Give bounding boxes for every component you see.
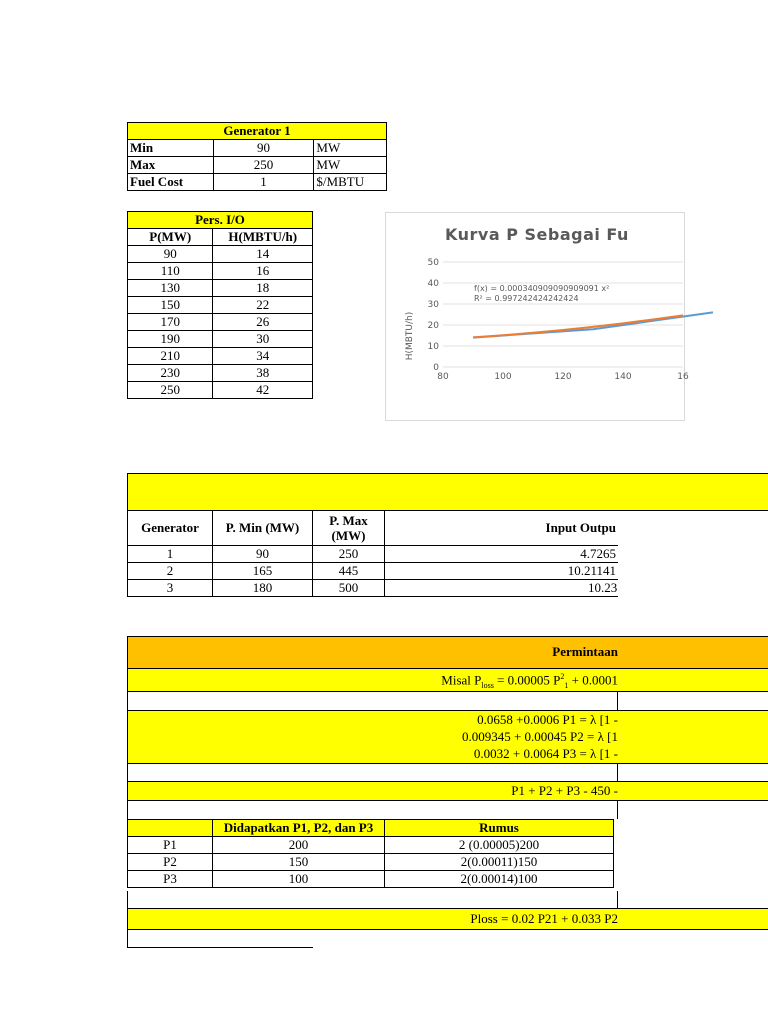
trailing-cell xyxy=(127,930,313,948)
gen1-unit: MW xyxy=(314,140,387,157)
generator-table xyxy=(127,510,618,597)
sum-equation: P1 + P2 + P3 - 450 - xyxy=(511,783,618,798)
chart-y-tick-label: 10 xyxy=(427,342,439,352)
ploss-equation: Ploss = 0.02 P21 + 0.033 P2 xyxy=(470,911,618,926)
gen-table-cell: 10.21141 xyxy=(385,563,619,580)
equation-2: 0.009345 + 0.00045 P2 = λ [1 xyxy=(461,729,618,744)
result-header: Rumus xyxy=(385,820,614,837)
gen-table-header: P. Min (MW) xyxy=(213,511,313,546)
gen-table-cell: 445 xyxy=(313,563,385,580)
pers-io-cell: 22 xyxy=(213,297,313,314)
result-cell: 2(0.00011)150 xyxy=(385,854,614,871)
chart-x-tick-label: 140 xyxy=(614,372,632,382)
chart-y-tick-label: 20 xyxy=(427,321,439,331)
gen1-label: Max xyxy=(128,157,214,174)
chart-x-tick-label: 120 xyxy=(554,372,572,382)
gen-table-cell: 3 xyxy=(128,580,213,597)
result-cell: 2 (0.00005)200 xyxy=(385,837,614,854)
chart-y-tick-label: 30 xyxy=(427,300,439,310)
chart-ylabel: H(MBTU/h) xyxy=(405,311,415,361)
result-cell: 200 xyxy=(213,837,385,854)
result-cell: P3 xyxy=(128,871,213,888)
gen-table-cell: 180 xyxy=(213,580,313,597)
demand-title: Permintaan xyxy=(552,644,618,659)
result-cell: 150 xyxy=(213,854,385,871)
pers-io-cell: 210 xyxy=(128,348,213,365)
demand-header-band xyxy=(127,636,768,668)
result-header: Didapatkan P1, P2, dan P3 xyxy=(213,820,385,837)
pers-io-cell: 26 xyxy=(213,314,313,331)
chart-x-tick-label: 80 xyxy=(437,372,449,382)
pers-io-cell: 150 xyxy=(128,297,213,314)
gen1-value: 90 xyxy=(213,140,314,157)
chart-annotation-fx: f(x) = 0.000340909090909091 x² xyxy=(474,284,610,293)
chart-x-tick-label: 100 xyxy=(494,372,512,382)
gen-table-cell: 10.23 xyxy=(385,580,619,597)
equations-band xyxy=(127,710,768,764)
gen1-unit: $/MBTU xyxy=(314,174,387,191)
blank-row xyxy=(127,764,618,782)
generator1-table xyxy=(127,122,387,191)
result-cell: 100 xyxy=(213,871,385,888)
chart-y-tick-label: 40 xyxy=(427,279,439,289)
pers-io-cell: 30 xyxy=(213,331,313,348)
gen-table-title-band xyxy=(127,473,768,511)
pers-io-cell: 170 xyxy=(128,314,213,331)
result-table xyxy=(127,819,614,888)
gen-table-cell: 4.7265 xyxy=(385,546,619,563)
pers-io-table xyxy=(127,211,313,399)
pers-io-cell: 250 xyxy=(128,382,213,399)
gen-table-header: Input Outpu xyxy=(385,511,619,546)
chart-clip xyxy=(385,212,689,421)
gen1-value: 250 xyxy=(213,157,314,174)
pers-io-cell: 230 xyxy=(128,365,213,382)
chart-y-tick-label: 50 xyxy=(427,258,439,268)
sum-band xyxy=(127,781,768,801)
gen-table-cell: 500 xyxy=(313,580,385,597)
gen1-label: Min xyxy=(128,140,214,157)
gen1-value: 1 xyxy=(213,174,314,191)
gen-table-header: Generator xyxy=(128,511,213,546)
pers-io-cell: 38 xyxy=(213,365,313,382)
gen-table-cell: 250 xyxy=(313,546,385,563)
chart-annotation-r2: R² = 0.997242424242424 xyxy=(474,294,579,303)
pers-io-cell: 110 xyxy=(128,263,213,280)
result-header xyxy=(128,820,213,837)
result-cell: P2 xyxy=(128,854,213,871)
gen-table-cell: 165 xyxy=(213,563,313,580)
pers-io-cell: 130 xyxy=(128,280,213,297)
equation-1: 0.0658 +0.0006 P1 = λ [1 - xyxy=(477,712,618,727)
pers-io-cell: 16 xyxy=(213,263,313,280)
gen-table-cell: 1 xyxy=(128,546,213,563)
misal-text: Misal $P_{loss} = 0.00005$ $P^2_1 + 0.0001$ xyxy=(441,672,618,690)
blank-row xyxy=(127,692,618,710)
misal-band xyxy=(127,668,768,692)
pers-io-header: H(MBTU/h) xyxy=(213,229,313,246)
gen-table-cell: 90 xyxy=(213,546,313,563)
blank-row xyxy=(127,891,618,909)
generator1-title: Generator 1 xyxy=(128,123,387,140)
gen1-unit: MW xyxy=(314,157,387,174)
result-cell: 2(0.00014)100 xyxy=(385,871,614,888)
blank-row xyxy=(127,800,618,819)
gen-table-cell: 2 xyxy=(128,563,213,580)
chart xyxy=(385,212,689,421)
pers-io-title: Pers. I/O xyxy=(128,212,313,229)
pers-io-cell: 190 xyxy=(128,331,213,348)
pers-io-cell: 14 xyxy=(213,246,313,263)
pers-io-cell: 34 xyxy=(213,348,313,365)
chart-y-tick-label: 0 xyxy=(433,363,439,373)
gen-table-header: P. Max (MW) xyxy=(313,511,385,546)
gen1-label: Fuel Cost xyxy=(128,174,214,191)
pers-io-cell: 90 xyxy=(128,246,213,263)
equation-3: 0.0032 + 0.0064 P3 = λ [1 - xyxy=(473,746,618,761)
pers-io-header: P(MW) xyxy=(128,229,213,246)
chart-title: Kurva P Sebagai Fu xyxy=(445,225,629,244)
pers-io-cell: 42 xyxy=(213,382,313,399)
chart-x-tick-label: 16 xyxy=(677,372,689,382)
pers-io-cell: 18 xyxy=(213,280,313,297)
ploss-band xyxy=(127,908,768,930)
result-cell: P1 xyxy=(128,837,213,854)
